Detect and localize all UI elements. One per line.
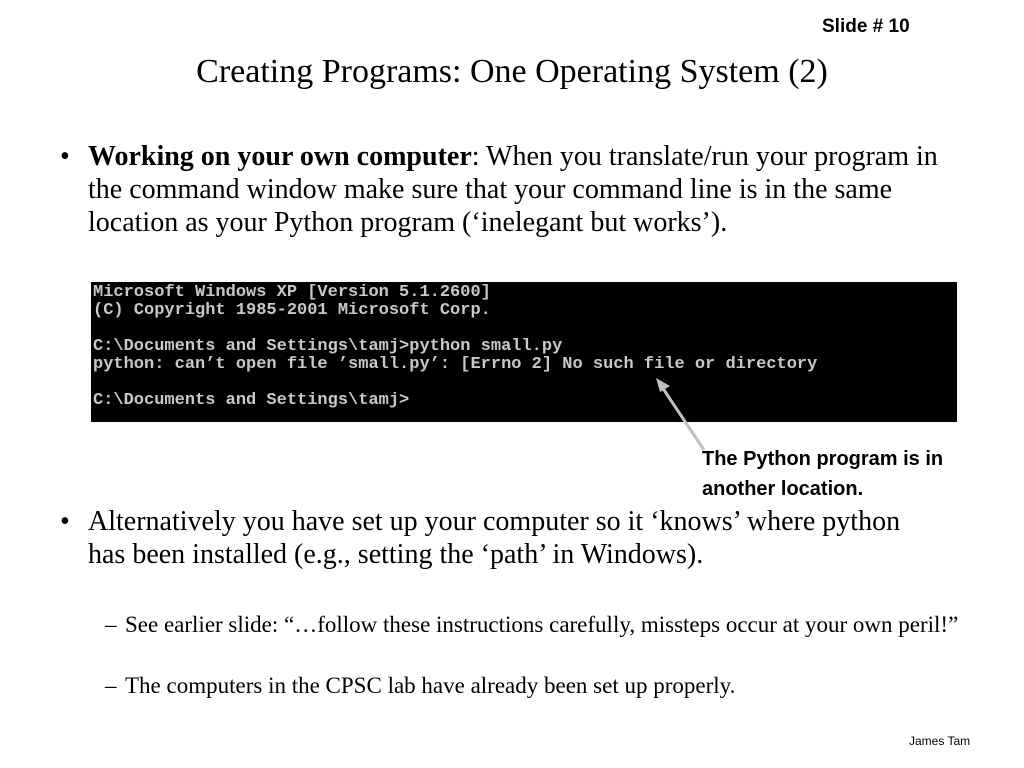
command-window <box>91 282 957 422</box>
console-line: C:\Documents and Settings\tamj>python small.py <box>93 337 563 356</box>
console-line: (C) Copyright 1985-2001 Microsoft Corp. <box>93 301 491 320</box>
callout-note: The Python program is in another location. <box>702 448 944 500</box>
bullet-text: Alternatively you have set up your computer so it ‘knows’ where python has been installed (e.g., setting the ‘path’ in Windows). <box>88 506 901 570</box>
callout-arrow-icon <box>650 370 710 455</box>
sub-bullet-text: See earlier slide: “…follow these instructions carefully, missteps occur at your own peril!” <box>125 612 959 637</box>
bullet-marker: • <box>60 141 70 172</box>
console-line: python: can’t open file ’small.py’: [Errno 2] No such file or directory <box>93 355 818 374</box>
sub-bullet-marker: – <box>105 612 117 637</box>
slide-title: Creating Programs: One Operating System (2) <box>196 53 828 90</box>
bullet-path-setup <box>60 505 960 615</box>
sub-bullet-cpsc-lab <box>105 672 985 702</box>
bullet-own-computer <box>60 140 960 280</box>
bullet-bold-lead: Working on your own computer <box>88 141 472 172</box>
console-line: C:\Documents and Settings\tamj> <box>93 391 410 410</box>
console-line: Microsoft Windows XP [Version 5.1.2600] <box>93 283 491 302</box>
sub-bullet-earlier-slide <box>105 611 985 667</box>
sub-bullet-marker: – <box>105 673 117 698</box>
bullet-text: : When you translate/run your program in the command window make sure that your command line is in the same location as your Python program (‘inelegant but works’). <box>88 141 938 238</box>
slide-number: Slide # 10 <box>822 16 910 37</box>
sub-bullet-text: The computers in the CPSC lab have already been set up properly. <box>125 673 736 698</box>
bullet-marker: • <box>60 506 70 537</box>
footer-author: James Tam <box>909 734 971 748</box>
